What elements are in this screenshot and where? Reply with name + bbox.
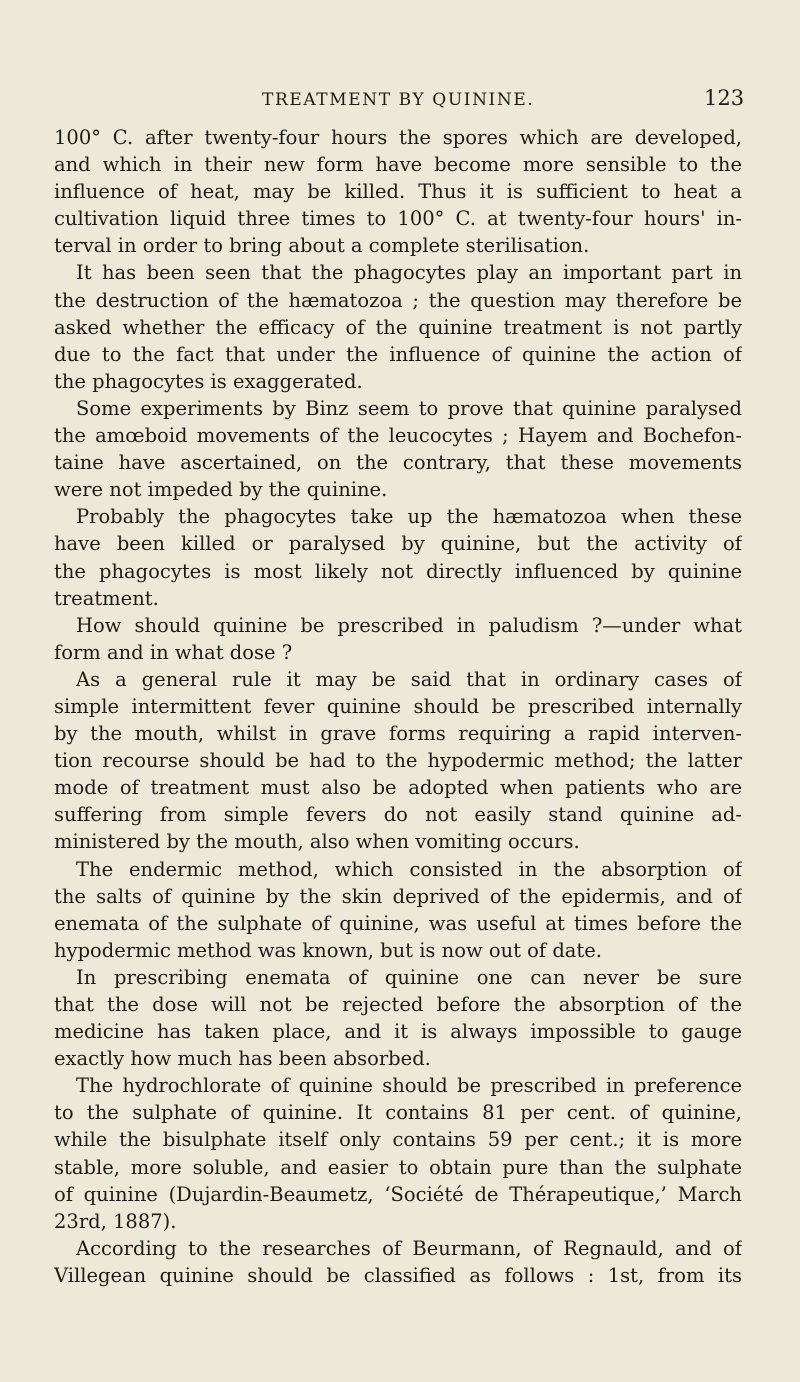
text-line: influence of heat, may be killed. Thus it is sufficient to heat a — [54, 180, 742, 204]
text-line: terval in order to bring about a complete sterilisation. — [54, 234, 590, 258]
text-line: of quinine (Dujardin-Beaumetz, ‘Société de Thérapeutique,’ March — [54, 1182, 742, 1206]
text-line: form and in what dose ? — [54, 640, 293, 664]
page-number: 123 — [704, 86, 745, 110]
paragraph — [54, 856, 742, 964]
text-line: asked whether the efficacy of the quinine treatment is not partly — [54, 315, 742, 339]
paragraph — [54, 503, 742, 611]
text-line: cultivation liquid three times to 100° C. at twenty-four hours' in- — [54, 207, 742, 231]
text-line: The endermic method, which consisted in the absorption of — [76, 857, 742, 881]
text-line: ministered by the mouth, also when vomiting occurs. — [54, 830, 580, 854]
text-line: the destruction of the hæmatozoa ; the question may therefore be — [54, 288, 742, 312]
text-line: In prescribing enemata of quinine one can never be sure — [76, 965, 742, 989]
paragraph — [54, 1235, 742, 1289]
page-header — [0, 86, 800, 116]
text-line: due to the fact that under the influence of quinine the action of — [54, 342, 742, 366]
text-line: As a general rule it may be said that in ordinary cases of — [76, 667, 742, 691]
paragraph — [54, 612, 742, 666]
text-line: hypodermic method was known, but is now out of date. — [54, 938, 602, 962]
paragraph — [54, 395, 742, 503]
text-line: that the dose will not be rejected before the absorption of the — [54, 993, 742, 1016]
text-line: Some experiments by Binz seem to prove that quinine paralysed — [76, 396, 742, 420]
text-line: 23rd, 1887). — [54, 1209, 177, 1233]
body-text — [54, 124, 742, 1289]
text-line: It has been seen that the phagocytes play an important part in — [76, 261, 742, 285]
text-line: tion recourse should be had to the hypodermic method; the latter — [54, 749, 742, 773]
text-line: medicine has taken place, and it is always impossible to gauge — [54, 1020, 742, 1044]
paragraph — [54, 259, 742, 394]
text-line: stable, more soluble, and easier to obtain pure than the sulphate — [54, 1155, 742, 1179]
text-line: The hydrochlorate of quinine should be prescribed in preference — [76, 1074, 742, 1098]
text-line: the salts of quinine by the skin deprived of the epidermis, and of — [54, 884, 742, 908]
paragraph — [54, 666, 742, 856]
text-line: while the bisulphate itself only contains 59 per cent.; it is more — [54, 1128, 742, 1152]
text-line: Villegean quinine should be classified as follows : 1st, from its — [54, 1263, 742, 1287]
text-line: mode of treatment must also be adopted when patients who are — [54, 776, 742, 800]
text-line: to the sulphate of quinine. It contains 81 per cent. of quinine, — [54, 1101, 742, 1125]
text-line: taine have ascertained, on the contrary, that these movements — [54, 451, 742, 475]
paragraph — [54, 124, 742, 259]
text-line: were not impeded by the quinine. — [54, 478, 388, 502]
text-line: 100° C. after twenty-four hours the spores which are developed, — [54, 126, 742, 149]
text-line: enemata of the sulphate of quinine, was useful at times before the — [54, 911, 742, 935]
text-line: the amœboid movements of the leucocytes ; Hayem and Bochefon- — [54, 424, 742, 448]
text-line: and which in their new form have become more sensible to the — [54, 153, 742, 177]
text-line: Probably the phagocytes take up the hæmatozoa when these — [76, 505, 742, 529]
running-head: TREATMENT BY QUININE. — [262, 90, 535, 110]
text-line: the phagocytes is most likely not directly influenced by quinine — [54, 559, 742, 583]
paragraph — [54, 964, 742, 1072]
paragraph — [54, 1072, 742, 1235]
text-line: suffering from simple fevers do not easily stand quinine ad- — [54, 803, 742, 827]
text-line: How should quinine be prescribed in paludism ?—under what — [76, 613, 742, 637]
text-line: According to the researches of Beurmann, of Regnauld, and of — [76, 1236, 742, 1260]
text-line: by the mouth, whilst in grave forms requiring a rapid interven- — [54, 722, 742, 746]
text-line: simple intermittent fever quinine should be prescribed internally — [54, 694, 742, 718]
text-line: treatment. — [54, 586, 159, 610]
text-line: exactly how much has been absorbed. — [54, 1047, 431, 1071]
text-line: have been killed or paralysed by quinine, but the activity of — [54, 532, 742, 556]
text-line: the phagocytes is exaggerated. — [54, 369, 363, 393]
